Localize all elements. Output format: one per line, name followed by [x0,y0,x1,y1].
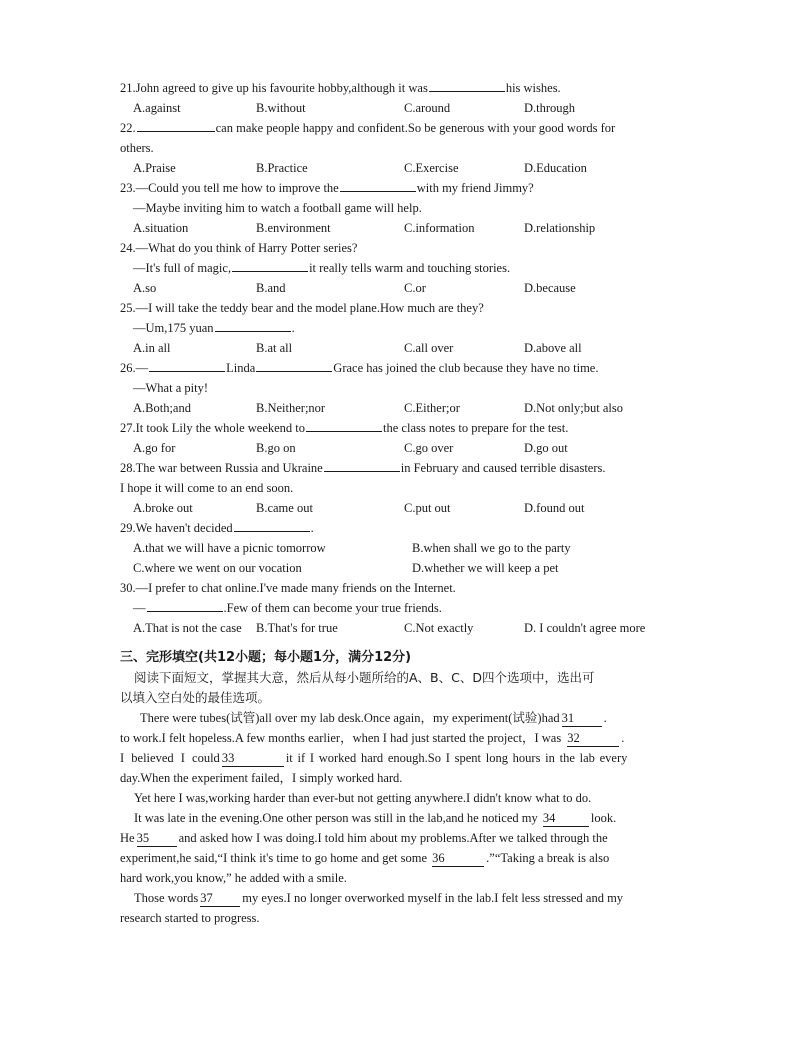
option-c: C.information [404,221,475,235]
passage-text: I believed I could [120,751,220,765]
section-title: 三、完形填空(共12小题；每小题1分，满分12分) [120,650,412,665]
passage-text: to work.I felt hopeless.A few months earlier，when I had just started the project，I was [120,731,562,745]
question-text: with my friend Jimmy? [416,181,534,195]
option-d: D.above all [524,341,582,355]
answer-blank [340,178,416,192]
q29-options-row [133,538,693,558]
answer-blank [256,358,332,372]
option-a: A.broke out [133,501,193,515]
q25-stem [120,298,484,318]
q23-options [133,218,693,238]
q30-stem [120,578,456,598]
q23-reply: —Maybe inviting him to watch a football game will help. [133,201,422,215]
answer-blank [429,78,505,92]
question-text: 30.—I prefer to chat online.I've made many friends on the Internet. [120,581,456,595]
passage-line [120,748,675,768]
passage-paragraph-2 [120,788,675,808]
q21-options [133,98,693,118]
question-text: . [310,521,314,535]
answer-blank [147,598,223,612]
option-b: B.came out [256,501,313,515]
q29-options-row [133,558,693,578]
option-c: C.go over [404,441,454,455]
blank-33: 33 [222,751,284,767]
blank-31: 31 [562,711,602,727]
option-c: C.where we went on our vocation [133,561,302,575]
option-d: D.because [524,281,576,295]
passage-text: He [120,831,135,845]
option-c: C.Not exactly [404,621,474,635]
passage-paragraph-3 [120,808,675,888]
q26-reply: —What a pity! [133,381,208,395]
passage-line [120,728,675,748]
option-a: A.against [133,101,181,115]
q24-reply [133,258,510,278]
question-text: 27.It took Lily the whole weekend to [120,421,306,435]
q24-options [133,278,693,298]
question-text: 29.We haven't decided [120,521,233,535]
option-a: A.Praise [133,161,176,175]
question-text: in February and caused terrible disasters. [400,461,606,475]
blank-36: 36 [432,851,484,867]
option-b: B.That's for true [256,621,338,635]
answer-blank [324,458,400,472]
question-text: his wishes. [505,81,561,95]
option-d: D.found out [524,501,585,515]
option-c: C.Either;or [404,401,460,415]
answer-blank [234,518,310,532]
q27-stem [120,418,568,438]
option-a: A.situation [133,221,189,235]
passage-text: look. [590,811,617,825]
passage-line: day.When the experiment failed，I simply worked hard. [120,771,403,785]
q22-stem-continued: others. [120,141,154,155]
option-b: B.without [256,101,306,115]
passage-paragraph-1 [120,708,675,788]
answer-blank [215,318,291,332]
q29-stem [120,518,314,538]
question-text: —It's full of magic, [133,261,232,275]
option-b: B.Neither;nor [256,401,326,415]
q24-stem [120,238,357,258]
passage-text: It was late in the evening.One other person was still in the lab,and he noticed my [134,811,538,825]
q22-options [133,158,693,178]
q23-stem [120,178,534,198]
instructions [120,668,675,708]
q22-stem [120,118,615,138]
q28-stem-continued: I hope it will come to an end soon. [120,481,294,495]
blank-35: 35 [137,831,177,847]
question-text: 28.The war between Russia and Ukraine [120,461,323,475]
question-text: — [133,601,146,615]
option-a: A.in all [133,341,171,355]
q25-reply [133,318,295,338]
passage-line [120,808,675,828]
option-b: B.go on [256,441,296,455]
passage-text: There were tubes(试管)all over my lab desk.Once again，my experiment(试验)had [140,711,560,725]
option-c: C.Exercise [404,161,459,175]
q28-stem [120,458,606,478]
option-d: D.go out [524,441,568,455]
q27-options [133,438,693,458]
option-d: D.Not only;but also [524,401,623,415]
passage-text: Those words [134,891,199,905]
passage-text: and asked how I was doing.I told him about my problems.After we talked through the [178,831,608,845]
question-text: 22. [120,121,136,135]
q25-options [133,338,693,358]
option-d: D.Education [524,161,587,175]
option-c: C.put out [404,501,451,515]
question-text: 26.— [120,361,149,375]
option-b: B.at all [256,341,293,355]
passage-text: .”“Taking a break is also [486,851,610,865]
option-b: B.environment [256,221,331,235]
blank-32: 32 [567,731,619,747]
q26-stem [120,358,598,378]
option-b: B.when shall we go to the party [412,541,571,555]
q21-stem [120,78,561,98]
option-b: B.and [256,281,286,295]
question-text: —Um,175 yuan [133,321,214,335]
question-text: the class notes to prepare for the test. [383,421,569,435]
option-c: C.all over [404,341,454,355]
q28-options [133,498,693,518]
blank-37: 37 [200,891,240,907]
option-d: D. I couldn't agree more [524,621,646,635]
passage-line: hard work,you know,” he added with a smile. [120,871,347,885]
option-d: D.whether we will keep a pet [412,561,559,575]
answer-blank [232,258,308,272]
question-text: . [291,321,295,335]
passage-line [120,708,675,728]
option-c: C.or [404,281,426,295]
passage-line [120,848,675,868]
question-text: can make people happy and confident.So be generous with your good words for [215,121,616,135]
question-text: it really tells warm and touching stories. [309,261,511,275]
question-text: Grace has joined the club because they have no time. [333,361,599,375]
question-text: 23.—Could you tell me how to improve the [120,181,339,195]
passage-text: . [603,711,607,725]
instructions-line-2: 以填入空白处的最佳选项。 [120,690,271,705]
passage-paragraph-4 [120,888,675,928]
q30-reply [133,598,442,618]
question-text: 25.—I will take the teddy bear and the model plane.How much are they? [120,301,484,315]
question-text: Linda [226,361,256,375]
passage-text: . [621,731,625,745]
passage-text: my eyes.I no longer overworked myself in the lab.I felt less stressed and my [242,891,624,905]
passage-text: experiment,he said,“I think it's time to go home and get some [120,851,428,865]
option-b: B.Practice [256,161,308,175]
question-text: 24.—What do you think of Harry Potter series? [120,241,358,255]
option-c: C.around [404,101,451,115]
option-d: D.relationship [524,221,596,235]
answer-blank [306,418,382,432]
blank-34: 34 [543,811,589,827]
passage-text: it if I worked hard enough.So I spent long hours in the lab every [285,751,628,765]
question-text: 21.John agreed to give up his favourite hobby,although it was [120,81,428,95]
passage-line: Yet here I was,working harder than ever-but not getting anywhere.I didn't know what to do. [134,791,592,805]
answer-blank [137,118,215,132]
passage-line [120,828,675,848]
option-a: A.Both;and [133,401,191,415]
q26-options [133,398,693,418]
option-a: A.That is not the case [133,621,242,635]
answer-blank [149,358,225,372]
option-d: D.through [524,101,576,115]
passage-line [120,888,675,908]
option-a: A.that we will have a picnic tomorrow [133,541,326,555]
option-a: A.so [133,281,157,295]
passage-line: research started to progress. [120,911,260,925]
option-a: A.go for [133,441,176,455]
question-text: .Few of them can become your true friends. [223,601,442,615]
instructions-line-1: 阅读下面短文，掌握其大意，然后从每小题所给的A、B、C、D四个选项中，选出可 [134,670,595,685]
q30-options [133,618,693,638]
